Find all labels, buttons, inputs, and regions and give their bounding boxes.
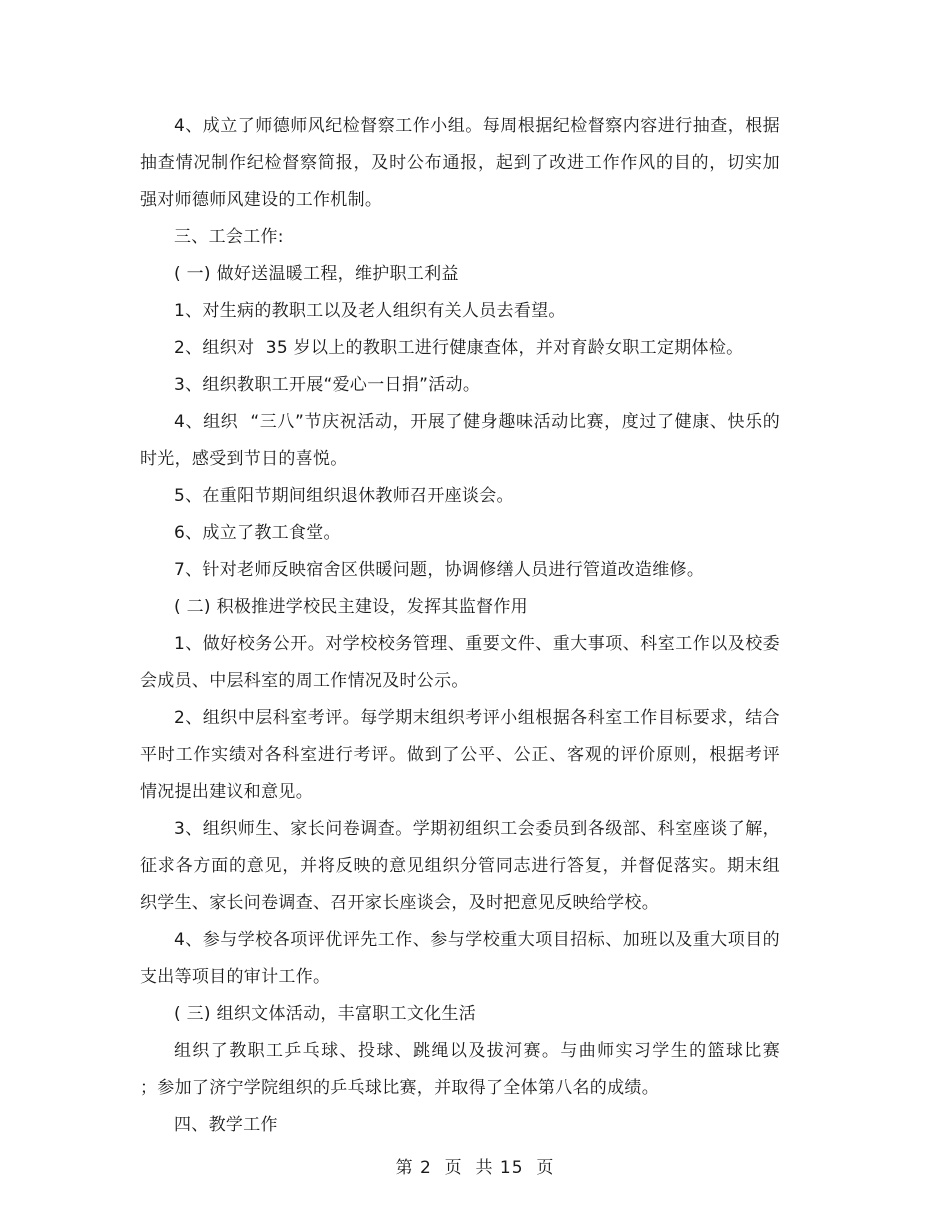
list-item: 3、组织师生、家长问卷调查。学期初组织工会委员到各级部、科室座谈了解，征求各方面的意见，并将反映的意见组织分管同志进行答复，并督促落实。期末组织学生、家长问卷调查、召开家长座谈会，及时把意见反映给学校。 <box>140 819 780 913</box>
list-item: 4、组织 “三八”节庆祝活动，开展了健身趣味活动比赛，度过了健康、快乐的时光，感受到节日的喜悦。 <box>140 412 780 469</box>
list-item: 6、成立了教工食堂。 <box>174 523 341 543</box>
subsection-heading: ( 一) 做好送温暖工程，维护职工利益 <box>174 264 459 284</box>
list-item: 3、组织教职工开展“爱心一日捐”活动。 <box>174 375 481 395</box>
list-item: 5、在重阳节期间组织退休教师召开座谈会。 <box>174 486 514 506</box>
section-heading: 四、教学工作 <box>174 1115 278 1135</box>
list-item: 2、组织中层科室考评。每学期末组织考评小组根据各科室工作目标要求，结合平时工作实绩对各科室进行考评。做到了公平、公正、客观的评价原则，根据考评情况提出建议和意见。 <box>140 708 780 802</box>
list-item: 7、针对老师反映宿舍区供暖问题，协调修缮人员进行管道改造维修。 <box>174 560 705 580</box>
list-item: 2、组织对 35 岁以上的教职工进行健康查体，并对育龄女职工定期体检。 <box>174 338 744 358</box>
paragraph: 4、成立了师德师风纪检督察工作小组。每周根据纪检督察内容进行抽查，根据抽查情况制作纪检督察简报，及时公布通报，起到了改进工作作风的目的，切实加强对师德师风建设的工作机制。 <box>140 116 780 210</box>
document-body <box>140 108 826 1144</box>
list-item: 1、对生病的教职工以及老人组织有关人员去看望。 <box>174 301 566 321</box>
subsection-heading: ( 三) 组织文体活动，丰富职工文化生活 <box>174 1004 477 1024</box>
paragraph: 组织了教职工乒乓球、投球、跳绳以及拔河赛。与曲师实习学生的篮球比赛 ；参加了济宁学院组织的乒乓球比赛，并取得了全体第八名的成绩。 <box>140 1041 826 1098</box>
list-item: 4、参与学校各项评优评先工作、参与学校重大项目招标、加班以及重大项目的支出等项目的审计工作。 <box>140 930 780 987</box>
page-footer: 第 2 页 共 15 页 <box>395 1158 555 1178</box>
subsection-heading: ( 二) 积极推进学校民主建设，发挥其监督作用 <box>174 597 528 617</box>
section-heading: 三、工会工作: <box>174 227 284 247</box>
list-item: 1、做好校务公开。对学校校务管理、重要文件、重大事项、科室工作以及校委会成员、中层科室的周工作情况及时公示。 <box>140 634 780 691</box>
